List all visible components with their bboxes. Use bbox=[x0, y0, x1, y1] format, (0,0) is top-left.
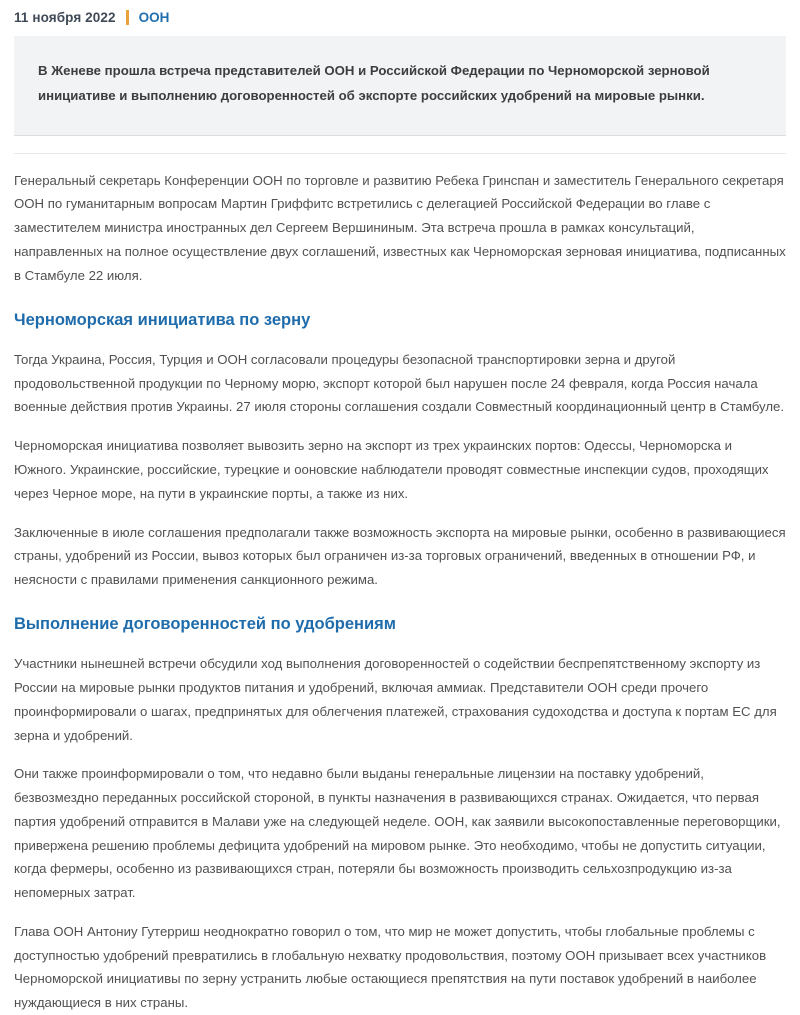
section-heading-black-sea-grain: Черноморская инициатива по зерну bbox=[14, 310, 311, 329]
article-lead-box bbox=[14, 36, 786, 136]
meta-separator-bar bbox=[126, 10, 129, 25]
article-body bbox=[0, 154, 800, 1015]
section-0-paragraph-1: Черноморская инициатива позволяет вывозить зерно на экспорт из трех украинских портов: Одессы, Черноморска и Южного. Украинские, российские, турецкие и ооновские наблюдатели проводят совместные инспекции судов, проходящих через Черное море, на пути в украинские порты, а также из них. bbox=[14, 438, 769, 501]
section-0-paragraph-2: Заключенные в июле соглашения предполагали также возможность экспорта на мировые рынки, особенно в развивающиеся страны, удобрений из России, вывоз которых был ограничен из-за торговых ограничений, введенных в отношении РФ, и неясности с правилами применения санкционного режима. bbox=[14, 524, 786, 588]
section-0-paragraph-0: Тогда Украина, Россия, Турция и ООН согласовали процедуры безопасной транспортировки зерна и другой продовольственной продукции по Черному морю, экспорт которой был нарушен после 24 февраля, когда Россия начала военные действия против Украины. 27 июля стороны соглашения создали Совместный координационный центр в Стамбуле. bbox=[14, 351, 785, 415]
intro-paragraph: Генеральный секретарь Конференции ООН по торговле и развитию Ребека Гринспан и заместитель Генерального секретаря ООН по гуманитарным вопросам Мартин Гриффитс встретились с делегацией Российской Федерации во главе с заместителем министра иностранных дел Сергеем Вершининым. Эта встреча прошла в рамках консультаций, направленных на полное осуществление двух соглашений, известных как Черноморская зерновая инициатива, подписанных в Стамбуле 22 июля. bbox=[14, 172, 786, 283]
article-lead-text: В Женеве прошла встреча представителей ООН и Российской Федерации по Черноморской зерновой инициативе и выполнению договоренностей об экспорте российских удобрений на мировые рынки. bbox=[38, 63, 710, 104]
section-1-paragraph-1: Они также проинформировали о том, что недавно были выданы генеральные лицензии на поставку удобрений, безвозмездно переданных российской стороной, в пункты назначения в развивающихся странах. Ожидается, что первая партия удобрений отправится в Малави уже на следующей неделе. ООН, как заявили высокопоставленные переговорщики, привержена решению проблемы дефицита удобрений на мировом рынке. Это необходимо, чтобы не допустить ситуации, когда фермеры, особенно из развивающихся стран, потеряли бы возможность производить сельхозпродукцию из-за непомерных затрат. bbox=[14, 766, 781, 901]
section-heading-fertilizer-agreements: Выполнение договоренностей по удобрениям bbox=[14, 614, 396, 633]
section-1-paragraph-0: Участники нынешней встречи обсудили ход выполнения договоренностей о содействии беспрепятственному экспорту из России на мировые рынки продуктов питания и удобрений, включая аммиак. Представители ООН среди прочего проинформировали о шагах, предпринятых для облегчения платежей, страхования судоходства и доступа к портам ЕС для зерна и удобрений. bbox=[14, 656, 777, 743]
category-link-un[interactable]: ООН bbox=[138, 10, 170, 25]
publication-date: 11 ноября 2022 bbox=[14, 10, 116, 25]
article-meta-header bbox=[0, 0, 800, 26]
section-1-paragraph-2: Глава ООН Антониу Гутерриш неоднократно говорил о том, что мир не может допустить, чтобы глобальные проблемы с доступностью удобрений превратились в глобальную нехватку продовольствия, поэтому ООН призывает всех участников Черноморской инициативы по зерну устранить любые остающиеся препятствия на пути поставок удобрений в наиболее нуждающиеся в них страны. bbox=[14, 923, 767, 1011]
